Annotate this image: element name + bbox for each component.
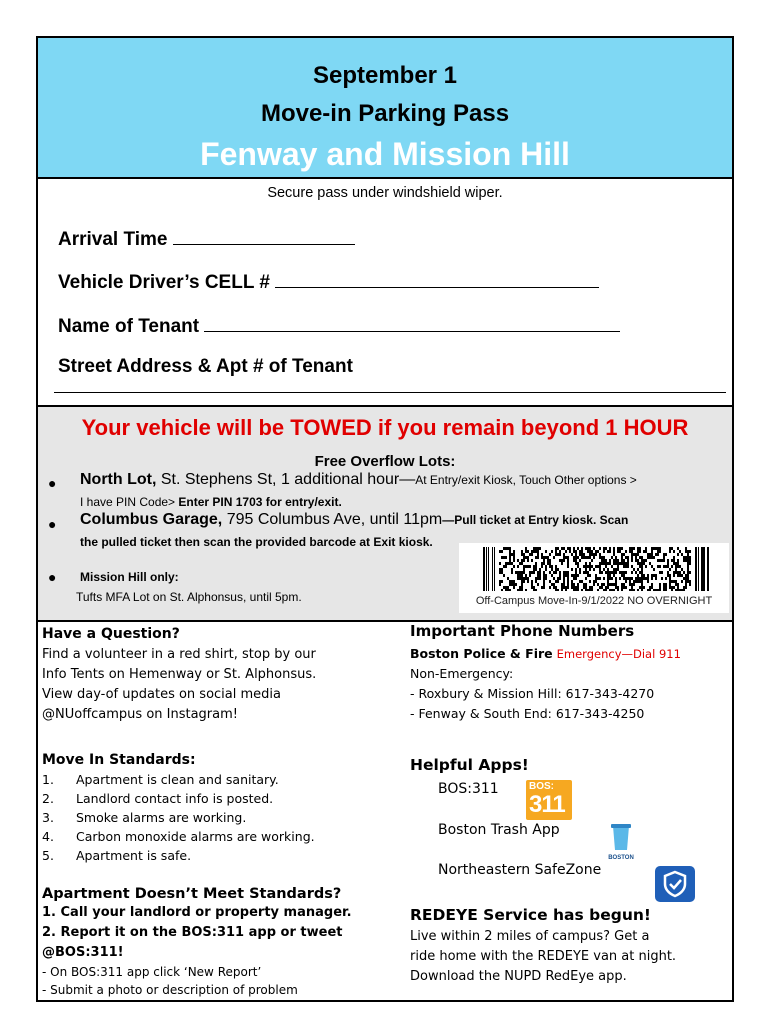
- north-lot-pin-prefix: I have PIN Code>: [80, 495, 179, 509]
- phones-block: [410, 622, 732, 724]
- north-lot-instructions: At Entry/exit Kiosk, Touch Other options >: [415, 473, 637, 487]
- question-line: @NUoffcampus on Instagram!: [42, 707, 238, 722]
- tenant-name-blank[interactable]: [204, 313, 620, 332]
- phone-fenway: - Fenway & South End: 617-343-4250: [410, 706, 645, 721]
- north-lot-dash: —: [399, 471, 416, 488]
- list-item: [42, 827, 392, 846]
- tenant-name-field: [58, 313, 620, 338]
- barcode-panel: [459, 543, 729, 613]
- bullet-icon: ●: [48, 475, 57, 491]
- arrival-time-label: Arrival Time: [58, 229, 168, 250]
- driver-cell-field: [58, 269, 599, 294]
- street-address-label: Street Address & Apt # of Tenant: [58, 356, 353, 377]
- columbus-instructions-2: the pulled ticket then scan the provided barcode at Exit kiosk.: [80, 535, 433, 549]
- item-text: Smoke alarms are working.: [76, 810, 247, 825]
- bullet-icon: ●: [48, 569, 57, 585]
- item-number: 3.: [42, 810, 54, 825]
- redeye-line: ride home with the REDEYE van at night.: [410, 949, 677, 964]
- columbus-name: Columbus Garage,: [80, 511, 223, 528]
- list-item: [42, 808, 392, 827]
- app-safezone-label: Northeastern SafeZone: [438, 862, 602, 878]
- columbus-detail: 795 Columbus Ave, until 11pm: [222, 511, 443, 528]
- header-area: Fenway and Mission Hill: [200, 136, 570, 172]
- header-title: Move-in Parking Pass: [260, 100, 510, 127]
- list-item: [42, 770, 392, 789]
- question-line: Info Tents on Hemenway or St. Alphonsus.: [42, 667, 317, 682]
- arrival-time-blank[interactable]: [173, 226, 355, 245]
- barcode-caption: Off-Campus Move-In-9/1/2022 NO OVERNIGHT: [475, 595, 713, 607]
- non-emergency-label: Non-Emergency:: [410, 666, 514, 681]
- police-line: [410, 644, 732, 664]
- street-address-field: [58, 356, 353, 378]
- shield-icon: [655, 866, 695, 902]
- list-item: [42, 846, 392, 865]
- bos311-icon-big-text: 311: [529, 791, 565, 818]
- bullet-icon: ●: [48, 516, 57, 532]
- overflow-section: [38, 405, 732, 622]
- phones-title: Important Phone Numbers: [410, 622, 635, 640]
- apps-title: [410, 756, 529, 774]
- north-lot-pin: Enter PIN 1703 for entry/exit.: [178, 495, 342, 509]
- item-text: Apartment is clean and sanitary.: [76, 772, 279, 787]
- standards-block: [42, 752, 392, 865]
- police-label: Boston Police & Fire: [410, 646, 553, 661]
- question-block: [42, 626, 392, 725]
- item-text: Carbon monoxide alarms are working.: [76, 829, 315, 844]
- question-line: View day-of updates on social media: [42, 687, 281, 702]
- item-number: 4.: [42, 829, 54, 844]
- item-number: 5.: [42, 848, 54, 863]
- not-meet-title: Apartment Doesn’t Meet Standards?: [42, 886, 342, 902]
- mission-hill-detail: Tufts MFA Lot on St. Alphonsus, until 5pm.: [76, 590, 302, 604]
- not-meet-block: [42, 886, 402, 999]
- secure-note: Secure pass under windshield wiper.: [267, 185, 503, 201]
- trash-can-icon: [604, 822, 638, 852]
- app-trash-label: Boston Trash App: [438, 822, 560, 838]
- bos311-icon-small-text: BOS:: [529, 781, 554, 792]
- columbus-line: [80, 511, 628, 529]
- north-lot-detail: St. Stephens St, 1 additional hour: [156, 471, 400, 488]
- standards-title: Move In Standards:: [42, 752, 196, 768]
- redeye-line: Live within 2 miles of campus? Get a: [410, 929, 650, 944]
- apps-title-text: Helpful Apps!: [410, 756, 529, 774]
- app-bos311-label: BOS:311: [438, 781, 499, 797]
- north-lot-name: North Lot,: [80, 471, 157, 488]
- phone-roxbury: - Roxbury & Mission Hill: 617-343-4270: [410, 686, 655, 701]
- columbus-line2: [80, 533, 433, 551]
- redeye-line: Download the NUPD RedEye app.: [410, 969, 627, 984]
- question-line: Find a volunteer in a red shirt, stop by our: [42, 647, 316, 662]
- standards-list: [42, 770, 392, 865]
- columbus-instructions: —Pull ticket at Entry kiosk. Scan: [442, 513, 629, 527]
- north-lot-line: [80, 471, 637, 489]
- tow-warning: Your vehicle will be TOWED if you remain beyond 1 HOUR: [81, 415, 689, 440]
- redeye-block: [410, 906, 732, 987]
- driver-cell-label: Vehicle Driver’s CELL #: [58, 272, 270, 293]
- bos311-app-icon[interactable]: [526, 780, 572, 820]
- trash-app-icon[interactable]: [604, 822, 638, 862]
- arrival-time-field: [58, 226, 355, 251]
- not-meet-step: 2. Report it on the BOS:311 app or tweet: [42, 925, 343, 940]
- emergency-number: Emergency—Dial 911: [556, 647, 681, 661]
- not-meet-step: @BOS:311!: [42, 945, 124, 960]
- trash-icon-caption: BOSTON: [608, 855, 634, 861]
- driver-cell-blank[interactable]: [275, 269, 599, 288]
- not-meet-note: - On BOS:311 app click ‘New Report’: [42, 965, 262, 979]
- mission-hill-name: Mission Hill only:: [80, 570, 179, 584]
- street-address-blank[interactable]: [54, 392, 726, 393]
- item-number: 1.: [42, 772, 54, 787]
- barcode-image: [483, 547, 709, 591]
- not-meet-step: 1. Call your landlord or property manager.: [42, 905, 352, 920]
- overflow-title: Free Overflow Lots:: [314, 453, 456, 470]
- pass-header: [38, 38, 732, 179]
- item-text: Landlord contact info is posted.: [76, 791, 274, 806]
- redeye-title: REDEYE Service has begun!: [410, 906, 651, 924]
- tenant-name-label: Name of Tenant: [58, 316, 200, 337]
- item-number: 2.: [42, 791, 54, 806]
- safezone-app-icon[interactable]: [655, 866, 695, 902]
- item-text: Apartment is safe.: [76, 848, 192, 863]
- list-item: [42, 789, 392, 808]
- question-title: Have a Question?: [42, 626, 180, 642]
- not-meet-note: - Submit a photo or description of problem: [42, 983, 298, 997]
- header-date: September 1: [312, 62, 458, 89]
- north-lot-line2: [80, 493, 342, 511]
- parking-pass: [36, 36, 734, 1002]
